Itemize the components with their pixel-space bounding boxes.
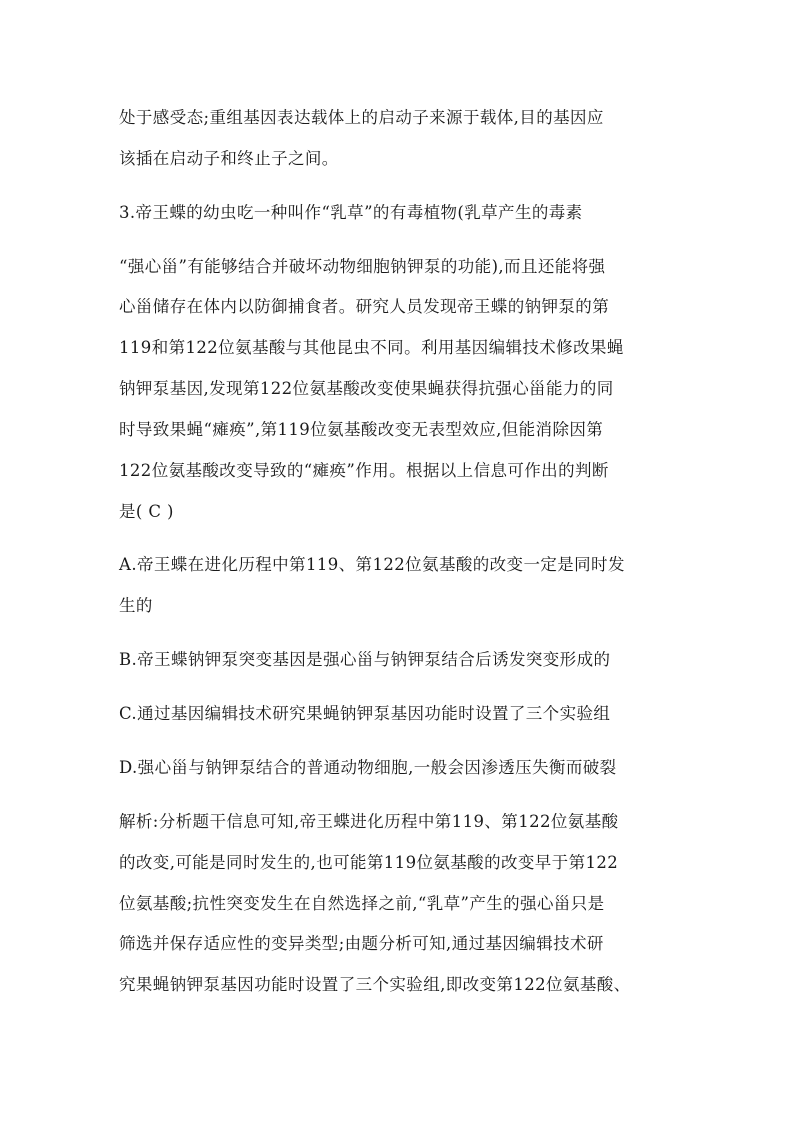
question-stem-line: 122位氨基酸改变导致的“瘫痪”作用。根据以上信息可作出的判断	[119, 461, 609, 480]
question-stem-line: 119和第122位氨基酸与其他昆虫不同。利用基因编辑技术修改果蝇	[119, 338, 624, 357]
option-a: A.帝王蝶在进化历程中第119、第122位氨基酸的改变一定是同时发	[119, 555, 625, 574]
option-b: B.帝王蝶钠钾泵突变基因是强心甾与钠钾泵结合后诱发突变形成的	[119, 650, 611, 669]
analysis-line: 的改变,可能是同时发生的,也可能第119位氨基酸的改变早于第122	[119, 853, 619, 872]
question-stem-line: 3.帝王蝶的幼虫吃一种叫作“乳草”的有毒植物(乳草产生的毒素	[119, 203, 583, 222]
answer-line: 是( C )	[119, 502, 174, 521]
option-a-continued: 生的	[119, 596, 153, 615]
question-stem-line: 钠钾泵基因,发现第122位氨基酸改变使果蝇获得抗强心甾能力的同	[119, 379, 614, 398]
text-line: 处于感受态;重组基因表达载体上的启动子来源于载体,目的基因应	[119, 108, 604, 127]
analysis-line: 位氨基酸;抗性突变发生在自然选择之前,“乳草”产生的强心甾只是	[119, 894, 605, 913]
option-c: C.通过基因编辑技术研究果蝇钠钾泵基因功能时设置了三个实验组	[119, 704, 611, 723]
question-stem-line: “强心甾”有能够结合并破坏动物细胞钠钾泵的功能),而且还能将强	[119, 257, 606, 276]
analysis-line: 解析:分析题干信息可知,帝王蝶进化历程中第119、第122位氨基酸	[119, 812, 619, 831]
text-line: 该插在启动子和终止子之间。	[119, 149, 339, 168]
option-d: D.强心甾与钠钾泵结合的普通动物细胞,一般会因渗透压失衡而破裂	[119, 758, 617, 777]
question-stem-line: 时导致果蝇“瘫痪”,第119位氨基酸改变无表型效应,但能消除因第	[119, 420, 604, 439]
question-stem-line: 心甾储存在体内以防御捕食者。研究人员发现帝王蝶的钠钾泵的第	[119, 297, 610, 316]
analysis-line: 究果蝇钠钾泵基因功能时设置了三个实验组,即改变第122位氨基酸、	[119, 975, 631, 994]
analysis-line: 筛选并保存适应性的变异类型;由题分析可知,通过基因编辑技术研	[119, 934, 604, 953]
